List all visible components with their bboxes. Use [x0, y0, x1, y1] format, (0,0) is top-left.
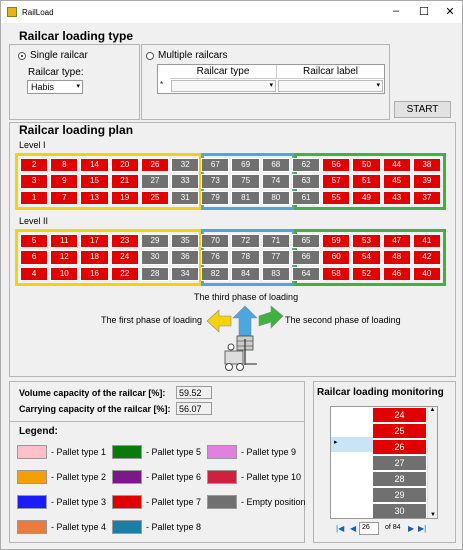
pallet-position: 34	[171, 267, 199, 281]
pallet-position: 69	[231, 158, 259, 172]
pallet-position: 66	[292, 250, 320, 264]
multiple-railcars-panel	[141, 44, 390, 120]
loading-type-title: Railcar loading type	[19, 29, 134, 43]
legend-swatch	[112, 495, 142, 509]
pallet-position: 35	[171, 234, 199, 248]
legend-title: Legend:	[19, 426, 58, 437]
pallet-position: 73	[201, 174, 229, 188]
pallet-position: 21	[111, 174, 139, 188]
pallet-position: 37	[413, 191, 441, 205]
legend-swatch	[112, 470, 142, 484]
pallet-position: 64	[292, 267, 320, 281]
pallet-position: 29	[141, 234, 169, 248]
single-railcar-option[interactable]: Single railcar	[18, 50, 88, 61]
pallet-position: 9	[50, 174, 78, 188]
col-railcar-label[interactable]: Railcar label	[277, 65, 384, 79]
legend-label: - Pallet type 8	[146, 522, 202, 532]
pallet-position: 59	[322, 234, 350, 248]
chevron-down-icon: ▾	[269, 82, 273, 89]
pallet-position: 16	[80, 267, 108, 281]
phase-1-caption: The first phase of loading	[101, 315, 203, 325]
pallet-position: 40	[413, 267, 441, 281]
radio-unselected-icon[interactable]	[146, 52, 154, 60]
pallet-position: 39	[413, 174, 441, 188]
record-navigator[interactable]	[334, 522, 434, 536]
legend-swatch	[207, 445, 237, 459]
legend-label: - Pallet type 3	[51, 497, 107, 507]
pallet-position: 47	[383, 234, 411, 248]
pallet-position: 50	[352, 158, 380, 172]
legend-swatch	[207, 470, 237, 484]
pallet-position: 41	[413, 234, 441, 248]
carrying-capacity-value: 56.07	[176, 402, 212, 415]
col-railcar-type[interactable]: Railcar type	[170, 65, 277, 79]
legend-label: - Pallet type 9	[241, 447, 297, 457]
pallet-position: 53	[352, 234, 380, 248]
monitoring-row[interactable]: 25	[373, 424, 426, 438]
start-button[interactable]: START	[394, 101, 451, 118]
pallet-position: 72	[231, 234, 259, 248]
pallet-position: 57	[322, 174, 350, 188]
pallet-position: 19	[111, 191, 139, 205]
legend-swatch	[17, 470, 47, 484]
chevron-down-icon: ▾	[76, 83, 80, 90]
pallet-position: 82	[201, 267, 229, 281]
new-row-label-select[interactable]	[278, 80, 383, 92]
pallet-position: 3	[20, 174, 48, 188]
pallet-position: 17	[80, 234, 108, 248]
legend-label: - Pallet type 4	[51, 522, 107, 532]
pallet-position: 4	[20, 267, 48, 281]
prev-record-icon[interactable]: ◀	[350, 524, 357, 533]
pallet-position: 52	[352, 267, 380, 281]
next-record-icon[interactable]: ▶	[408, 524, 415, 533]
legend-label: - Pallet type 6	[146, 472, 202, 482]
legend-swatch	[207, 495, 237, 509]
pallet-position: 61	[292, 191, 320, 205]
pallet-position: 32	[171, 158, 199, 172]
pallet-position: 60	[322, 250, 350, 264]
railcars-grid[interactable]	[157, 64, 385, 94]
pallet-position: 56	[322, 158, 350, 172]
pallet-position: 65	[292, 234, 320, 248]
record-position-input[interactable]: 26	[359, 522, 379, 535]
chevron-down-icon: ▾	[376, 82, 380, 89]
carrying-capacity-label: Carrying capacity of the railcar [%]:	[19, 404, 171, 414]
legend-label: - Pallet type 5	[146, 447, 202, 457]
legend-label: - Pallet type 1	[51, 447, 107, 457]
pallet-position: 10	[50, 267, 78, 281]
pallet-position: 5	[20, 234, 48, 248]
pallet-position: 12	[50, 250, 78, 264]
radio-selected-icon[interactable]	[18, 52, 26, 60]
maximize-button[interactable]: ☐	[419, 6, 429, 18]
pallet-position: 84	[231, 267, 259, 281]
level-2-grid	[18, 232, 443, 283]
pallet-position: 1	[20, 191, 48, 205]
legend-swatch	[17, 445, 47, 459]
single-railcar-panel	[9, 44, 140, 120]
pallet-position: 48	[383, 250, 411, 264]
legend-swatch	[112, 445, 142, 459]
legend-label: - Pallet type 7	[146, 497, 202, 507]
pallet-position: 46	[383, 267, 411, 281]
pallet-position: 76	[201, 250, 229, 264]
pallet-position: 38	[413, 158, 441, 172]
pallet-position: 80	[262, 191, 290, 205]
new-row-marker: *	[160, 80, 164, 89]
pallet-position: 24	[111, 250, 139, 264]
divider	[9, 421, 305, 422]
pallet-position: 62	[292, 158, 320, 172]
row-pointer-icon: ▸	[334, 439, 338, 446]
pallet-position: 26	[141, 158, 169, 172]
legend-label: - Empty position	[241, 497, 306, 507]
pallet-position: 11	[50, 234, 78, 248]
level-2-label: Level II	[19, 216, 49, 226]
pallet-position: 58	[322, 267, 350, 281]
pallet-position: 27	[141, 174, 169, 188]
pallet-position: 25	[141, 191, 169, 205]
close-button[interactable]: ✕	[445, 6, 455, 18]
legend-swatch	[17, 520, 47, 534]
monitoring-row[interactable]: 29	[373, 488, 426, 502]
pallet-position: 63	[292, 174, 320, 188]
legend-label: - Pallet type 2	[51, 472, 107, 482]
legend-swatch	[17, 495, 47, 509]
pallet-position: 54	[352, 250, 380, 264]
app-icon	[7, 7, 17, 17]
pallet-position: 70	[201, 234, 229, 248]
monitoring-row[interactable]: 28	[373, 472, 426, 486]
pallet-position: 13	[80, 191, 108, 205]
pallet-position: 79	[201, 191, 229, 205]
level-1-label: Level I	[19, 140, 46, 150]
volume-capacity-value: 59.52	[176, 386, 212, 399]
pallet-position: 81	[231, 191, 259, 205]
minimize-button[interactable]: –	[392, 5, 400, 17]
pallet-position: 28	[141, 267, 169, 281]
phase-3-caption: The third phase of loading	[194, 292, 299, 302]
pallet-position: 55	[322, 191, 350, 205]
railcar-type-select[interactable]: Habis ▾	[27, 80, 83, 94]
pallet-position: 74	[262, 174, 290, 188]
first-record-icon[interactable]: |◀	[336, 524, 345, 533]
legend-swatch	[112, 520, 142, 534]
volume-capacity-label: Volume capacity of the railcar [%]:	[19, 388, 166, 398]
legend-label: - Pallet type 10	[241, 472, 302, 482]
level-1-grid	[18, 156, 443, 207]
multiple-railcars-option[interactable]: Multiple railcars	[146, 50, 227, 61]
pallet-position: 83	[262, 267, 290, 281]
vertical-scrollbar[interactable]	[427, 407, 437, 518]
monitoring-title: Railcar loading monitoring	[317, 387, 444, 398]
pallet-position: 20	[111, 158, 139, 172]
record-count-label: of 84	[385, 524, 401, 531]
pallet-position: 77	[262, 250, 290, 264]
pallet-position: 75	[231, 174, 259, 188]
pallet-position: 2	[20, 158, 48, 172]
scroll-down-icon[interactable]: ▼	[430, 512, 436, 518]
window-title: RailLoad	[22, 7, 54, 17]
railcar-type-label: Railcar type:	[28, 67, 84, 78]
pallet-position: 43	[383, 191, 411, 205]
pallet-position: 49	[352, 191, 380, 205]
monitoring-row[interactable]: 26	[373, 440, 426, 454]
pallet-position: 18	[80, 250, 108, 264]
pallet-position: 23	[111, 234, 139, 248]
new-row-type-select[interactable]	[171, 80, 276, 92]
monitoring-row[interactable]: 27	[373, 456, 426, 470]
pallet-position: 33	[171, 174, 199, 188]
monitoring-row[interactable]: 24	[373, 408, 426, 422]
title-bar	[1, 1, 462, 23]
pallet-position: 15	[80, 174, 108, 188]
pallet-position: 51	[352, 174, 380, 188]
pallet-position: 78	[231, 250, 259, 264]
pallet-position: 7	[50, 191, 78, 205]
scroll-up-icon[interactable]: ▲	[429, 407, 436, 413]
pallet-position: 42	[413, 250, 441, 264]
pallet-position: 8	[50, 158, 78, 172]
pallet-position: 68	[262, 158, 290, 172]
pallet-position: 14	[80, 158, 108, 172]
pallet-position: 30	[141, 250, 169, 264]
pallet-position: 22	[111, 267, 139, 281]
monitoring-row[interactable]: 30	[373, 504, 426, 518]
pallet-position: 71	[262, 234, 290, 248]
pallet-position: 67	[201, 158, 229, 172]
pallet-position: 45	[383, 174, 411, 188]
forklift-icon	[219, 331, 269, 373]
pallet-position: 31	[171, 191, 199, 205]
last-record-icon[interactable]: ▶|	[418, 524, 427, 533]
loading-plan-title: Railcar loading plan	[19, 123, 134, 137]
left-arrow-icon	[207, 310, 231, 332]
pallet-position: 6	[20, 250, 48, 264]
right-arrow-icon	[259, 306, 283, 328]
phase-2-caption: The second phase of loading	[285, 315, 401, 325]
pallet-position: 44	[383, 158, 411, 172]
pallet-position: 36	[171, 250, 199, 264]
